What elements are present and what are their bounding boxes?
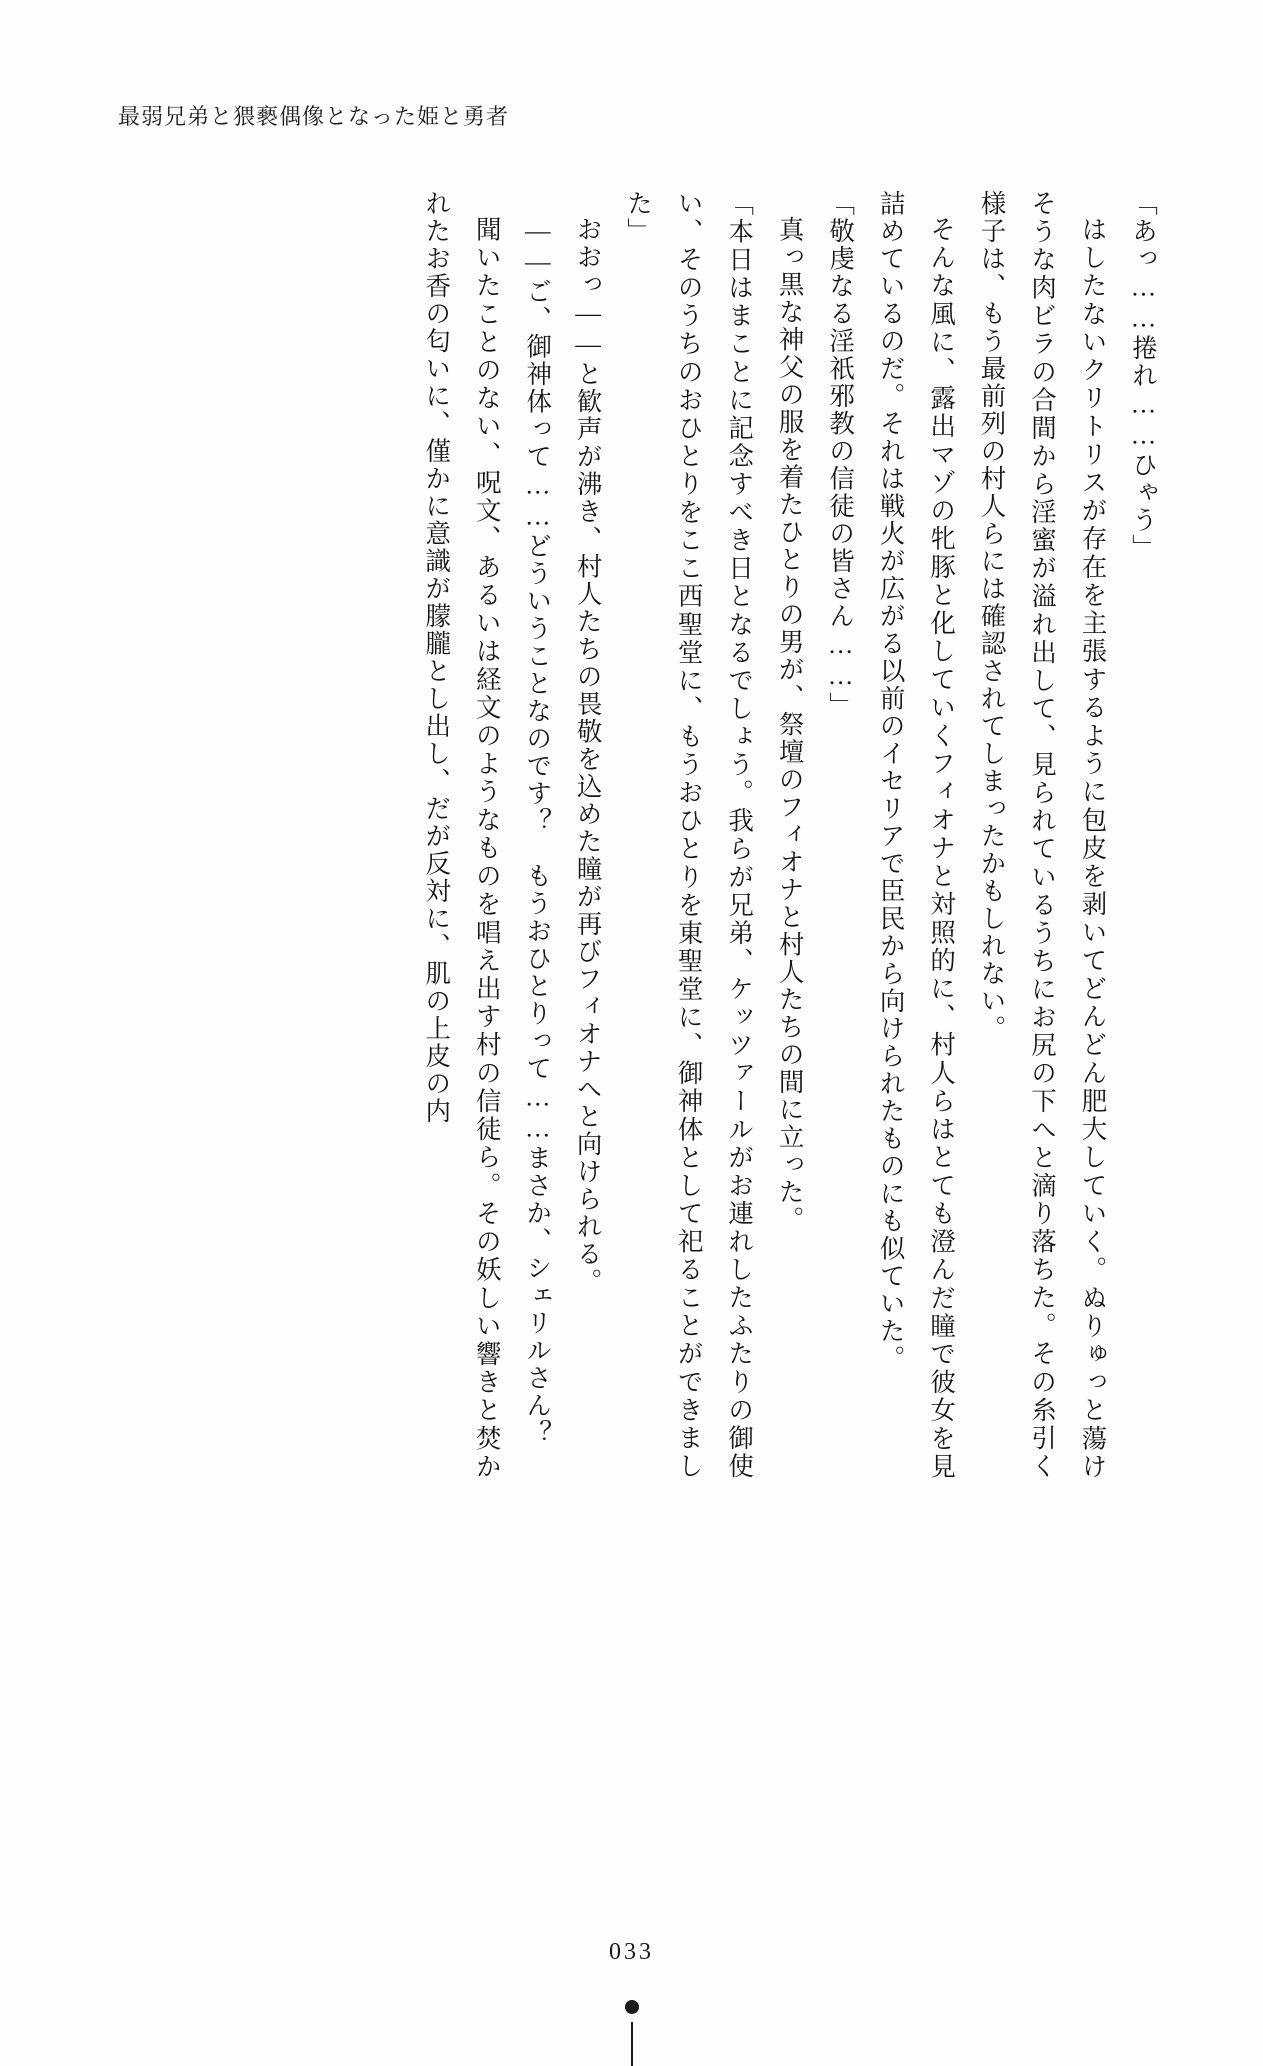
page-number: 033	[609, 1939, 654, 1965]
ornament-dot-icon	[625, 2000, 639, 2014]
paragraph: 「あっ……捲れ……ひゃう」	[1129, 190, 1158, 562]
page-footer-ornament-icon	[620, 2000, 644, 2066]
paragraph: そんな風に、露出マゾの牝豚と化していくフィオナと対照的に、村人らはとても澄んだ瞳で彼女を見詰めているのだ。それは戦火が広がる以前のイセリアで臣民から向けられたものにも似ていた。	[876, 190, 957, 1480]
running-header-title: 最弱兄弟と猥褻偶像となった姫と勇者	[118, 104, 510, 129]
paragraph: はしたないクリトリスが存在を主張するように包皮を剥いてどんどん肥大していく。ぬりゅっと蕩けそうな肉ビラの合間から淫蜜が溢れ出して、見られているうちにお尻の下へと滴り落ちた。その糸引く様子は、もう最前列の村人らには確認されてしまったかもしれない。	[977, 190, 1108, 1480]
ornament-stem-icon	[631, 2022, 633, 2066]
paragraph: 聞いたことのない、呪文、あるいは経文のようなものを唱え出す村の信徒ら。その妖しい響きと焚かれたお香の匂いに、僅かに意識が朦朧とし出し、だが反対に、肌の上皮の内	[422, 190, 502, 1481]
paragraph: 「本日はまことに記念すべき日となるでしょう。我らが兄弟、ケッツァールがお連れしたふたりの御使い、そのうちのおひとりをここ西聖堂に、もうおひとりを東聖堂に、御神体として祀ることができました」	[624, 190, 755, 1480]
paragraph: ——ご、御神体って……どういうことなのです？ もうおひとりって……まさか、シェリルさん？	[523, 215, 553, 1447]
paragraph: おおっ——と歓声が沸き、村人たちの畏敬を込めた瞳が再びフィオナへと向けられる。	[573, 215, 603, 1295]
paragraph: 真っ黒な神父の服を着たひとりの男が、祭壇のフィオナと村人たちの間に立った。	[775, 215, 805, 1233]
paragraph: 「敬虔なる淫祇邪教の信徒の皆さん……」	[826, 190, 856, 720]
page-body-text	[168, 190, 1168, 1480]
